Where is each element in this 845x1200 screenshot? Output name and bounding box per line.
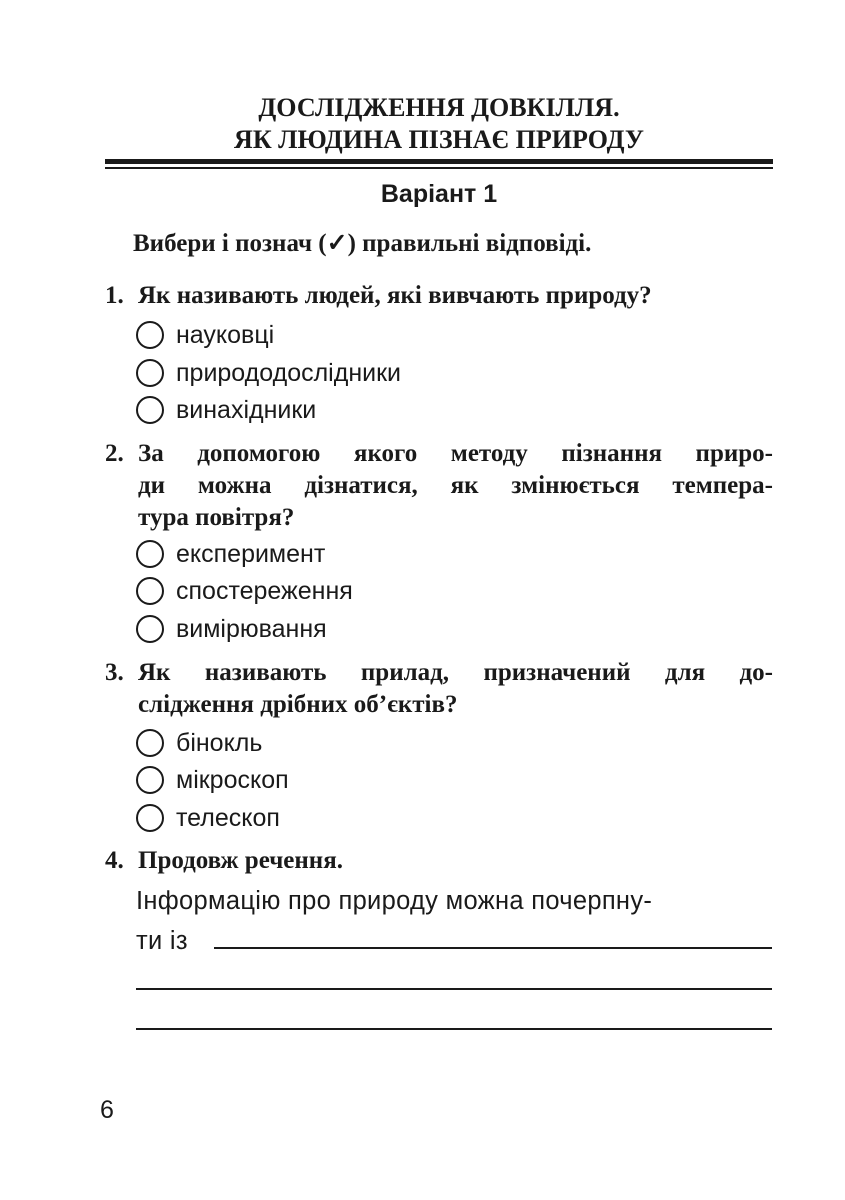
header-rule-thick bbox=[105, 159, 773, 164]
question-4 bbox=[105, 845, 773, 877]
option-label: природодослідники bbox=[176, 359, 401, 387]
checkbox-circle[interactable] bbox=[136, 804, 164, 832]
checkbox-circle[interactable] bbox=[136, 396, 164, 424]
answer-option[interactable] bbox=[136, 318, 274, 352]
answer-option[interactable] bbox=[136, 726, 262, 760]
answer-option[interactable] bbox=[136, 393, 316, 427]
sentence-line-1: Інформацію про природу можна почерпну- bbox=[136, 887, 653, 915]
question-2 bbox=[105, 438, 773, 534]
question-text-line: слідження дрібних об’єктів? bbox=[138, 691, 458, 718]
variant-title: Варіант 1 bbox=[380, 180, 498, 208]
option-label: спостереження bbox=[176, 577, 353, 605]
page-header bbox=[105, 92, 773, 156]
option-label: науковці bbox=[176, 321, 275, 349]
header-rule-thin bbox=[105, 167, 773, 169]
header-title-line-2: ЯК ЛЮДИНА ПІЗНАЄ ПРИРОДУ bbox=[234, 125, 644, 154]
option-label: мікроскоп bbox=[176, 766, 289, 794]
option-label: винахідники bbox=[176, 396, 317, 424]
question-number: 4. bbox=[105, 847, 124, 874]
question-number: 1. bbox=[105, 282, 124, 309]
answer-option[interactable] bbox=[136, 612, 327, 646]
header-title-line-1: ДОСЛІДЖЕННЯ ДОВКІЛЛЯ. bbox=[258, 93, 620, 122]
answer-blank-line[interactable] bbox=[214, 947, 772, 949]
checkbox-circle[interactable] bbox=[136, 615, 164, 643]
option-label: експеримент bbox=[176, 540, 326, 568]
answer-blank-line[interactable] bbox=[136, 1028, 772, 1030]
instruction: Вибери і познач (✓) правильні відповіді. bbox=[133, 230, 592, 257]
question-text: Як називають людей, які вивчають природу? bbox=[138, 282, 652, 309]
question-number: 2. bbox=[105, 440, 124, 467]
question-text-line: Як називають прилад, призначений для до- bbox=[138, 659, 773, 686]
answer-option[interactable] bbox=[136, 763, 289, 797]
page-number: 6 bbox=[100, 1096, 114, 1124]
answer-option[interactable] bbox=[136, 801, 280, 835]
option-label: вимірювання bbox=[176, 615, 327, 643]
question-number: 3. bbox=[105, 659, 124, 686]
option-label: бінокль bbox=[176, 729, 263, 757]
checkbox-circle[interactable] bbox=[136, 577, 164, 605]
question-text: Продовж речення. bbox=[138, 847, 343, 874]
question-text-line: За допомогою якого методу пізнання приро- bbox=[138, 440, 773, 467]
checkbox-circle[interactable] bbox=[136, 359, 164, 387]
question-1 bbox=[105, 280, 773, 312]
checkbox-circle[interactable] bbox=[136, 766, 164, 794]
checkbox-circle[interactable] bbox=[136, 321, 164, 349]
answer-option[interactable] bbox=[136, 537, 325, 571]
answer-blank-line[interactable] bbox=[136, 988, 772, 990]
option-label: телескоп bbox=[176, 804, 280, 832]
sentence-line-2: ти із bbox=[136, 927, 188, 955]
question-text-line: ди можна дізнатися, як змінюється темпера- bbox=[138, 472, 773, 499]
question-3 bbox=[105, 657, 773, 721]
question-text-line: тура повітря? bbox=[138, 504, 295, 531]
checkbox-circle[interactable] bbox=[136, 729, 164, 757]
answer-option[interactable] bbox=[136, 574, 353, 608]
answer-option[interactable] bbox=[136, 356, 401, 390]
checkbox-circle[interactable] bbox=[136, 540, 164, 568]
